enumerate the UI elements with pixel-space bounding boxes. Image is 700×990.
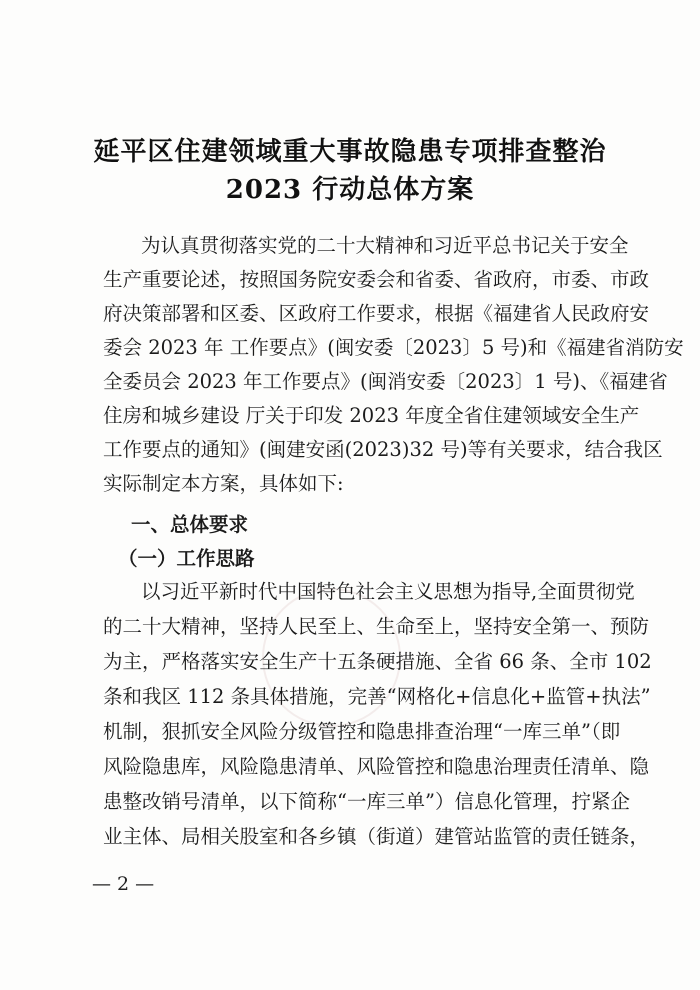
body-line-7: 患整改销号清单，以下简称“一库三单”）信息化管理，拧紧企 [103,790,630,813]
body-line-3: 为主，严格落实安全生产十五条硬措施、全省 66 条、全市 102 [103,650,652,673]
document-title-line-2: 2023 行动总体方案 [225,175,475,205]
intro-line-2: 生产重要论述，按照国务院安委会和省委、省政府，市委、市政 [103,268,650,291]
intro-line-1: 为认真贯彻落实党的二十大精神和习近平总书记关于安全 [141,234,629,257]
body-line-2: 的二十大精神，坚持人民至上、生命至上，坚持安全第一、预防 [103,615,650,638]
intro-line-7: 工作要点的通知》(闽建安函(2023)32 号)等有关要求，结合我区 [103,438,663,461]
intro-line-4: 委会 2023 年 工作要点》(闽安委〔2023〕5 号)和《福建省消防安 [103,336,684,359]
intro-line-8: 实际制定本方案，具体如下: [103,472,344,495]
section-heading-general-requirements: 一、总体要求 [131,513,249,536]
subsection-heading-work-approach: （一）工作思路 [118,547,255,570]
body-line-4: 条和我区 112 条具体措施，完善“网格化+信息化+监管+执法” [103,685,651,708]
intro-line-6: 住房和城乡建设 厅关于印发 2023 年度全省住建领域安全生产 [103,404,640,427]
intro-line-5: 全委员会 2023 年工作要点》(闽消安委〔2023〕1 号)、《福建省 [103,370,668,393]
body-line-5: 机制，狠抓安全风险分级管控和隐患排查治理“一库三单”（即 [103,720,621,743]
document-title-line-1: 延平区住建领域重大事故隐患专项排查整治 [93,137,607,167]
page-number: — 2 — [92,873,155,895]
body-line-8: 业主体、局相关股室和各乡镇（街道）建管站监管的责任链条， [103,825,650,848]
body-line-1: 以习近平新时代中国特色社会主义思想为指导,全面贯彻党 [141,580,635,603]
body-line-6: 风险隐患库，风险隐患清单、风险管控和隐患治理责任清单、隐 [103,755,650,778]
intro-line-3: 府决策部署和区委、区政府工作要求，根据《福建省人民政府安 [103,302,650,325]
